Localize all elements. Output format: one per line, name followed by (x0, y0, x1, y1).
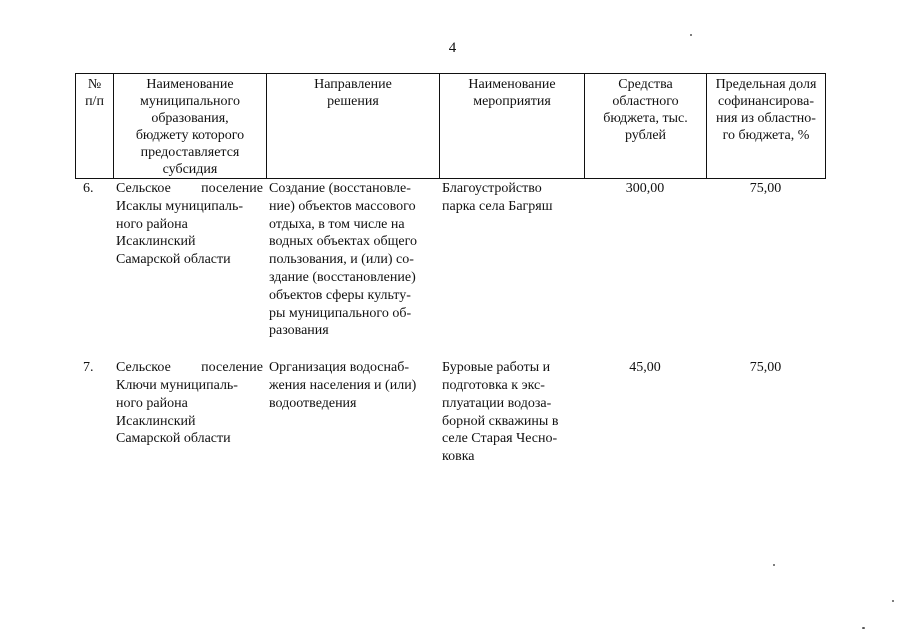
row-number: 6. (83, 181, 94, 196)
table-body (75, 180, 825, 466)
scan-speck (892, 600, 894, 602)
header-direction: Направление решения (267, 74, 440, 179)
municipality-cell: Сельское поселение Ключи муниципаль- ного района Исаклинский Самарской области (116, 360, 263, 447)
header-row (76, 74, 826, 179)
direction-cell: Организация водоснаб- жения населения и (или) водоотведения (269, 360, 417, 411)
amount-cell: 300,00 (625, 181, 665, 196)
row-number: 7. (83, 360, 94, 376)
share-cell: 75,00 (749, 181, 782, 196)
scan-speck (690, 34, 692, 36)
page-number: 4 (448, 40, 457, 56)
scan-speck (862, 627, 865, 629)
scan-speck (773, 564, 775, 566)
header-municipality: Наименование муниципального образования, бюджету которого предоставляется субсидия (114, 74, 267, 179)
header-number: № п/п (76, 74, 114, 179)
direction-cell: Создание (восстановле- ние) объектов массового отдыха, в том числе на водных объектах общего пользования, и (или) со- здание (восстановление) объектов сферы культу- ры муниципального об- разования (269, 181, 417, 339)
activity-cell: Благоустройство парка села Багряш (442, 181, 553, 214)
header-amount: Средства областного бюджета, тыс. рублей (585, 74, 707, 179)
header-share: Предельная доля софинансирова- ния из областно- го бюджета, % (707, 74, 826, 179)
amount-cell: 45,00 (629, 360, 661, 376)
share-cell: 75,00 (749, 360, 782, 376)
activity-cell: Буровые работы и подготовка к экс- плуатации водоза- борной скважины в селе Старая Чесно- ковка (442, 360, 559, 465)
table-header (75, 73, 826, 179)
table-row (75, 359, 825, 466)
header-activity: Наименование мероприятия (440, 74, 585, 179)
municipality-cell: Сельское поселение Исаклы муниципаль- ного района Исаклинский Самарской области (116, 181, 263, 268)
table-row (75, 180, 825, 340)
